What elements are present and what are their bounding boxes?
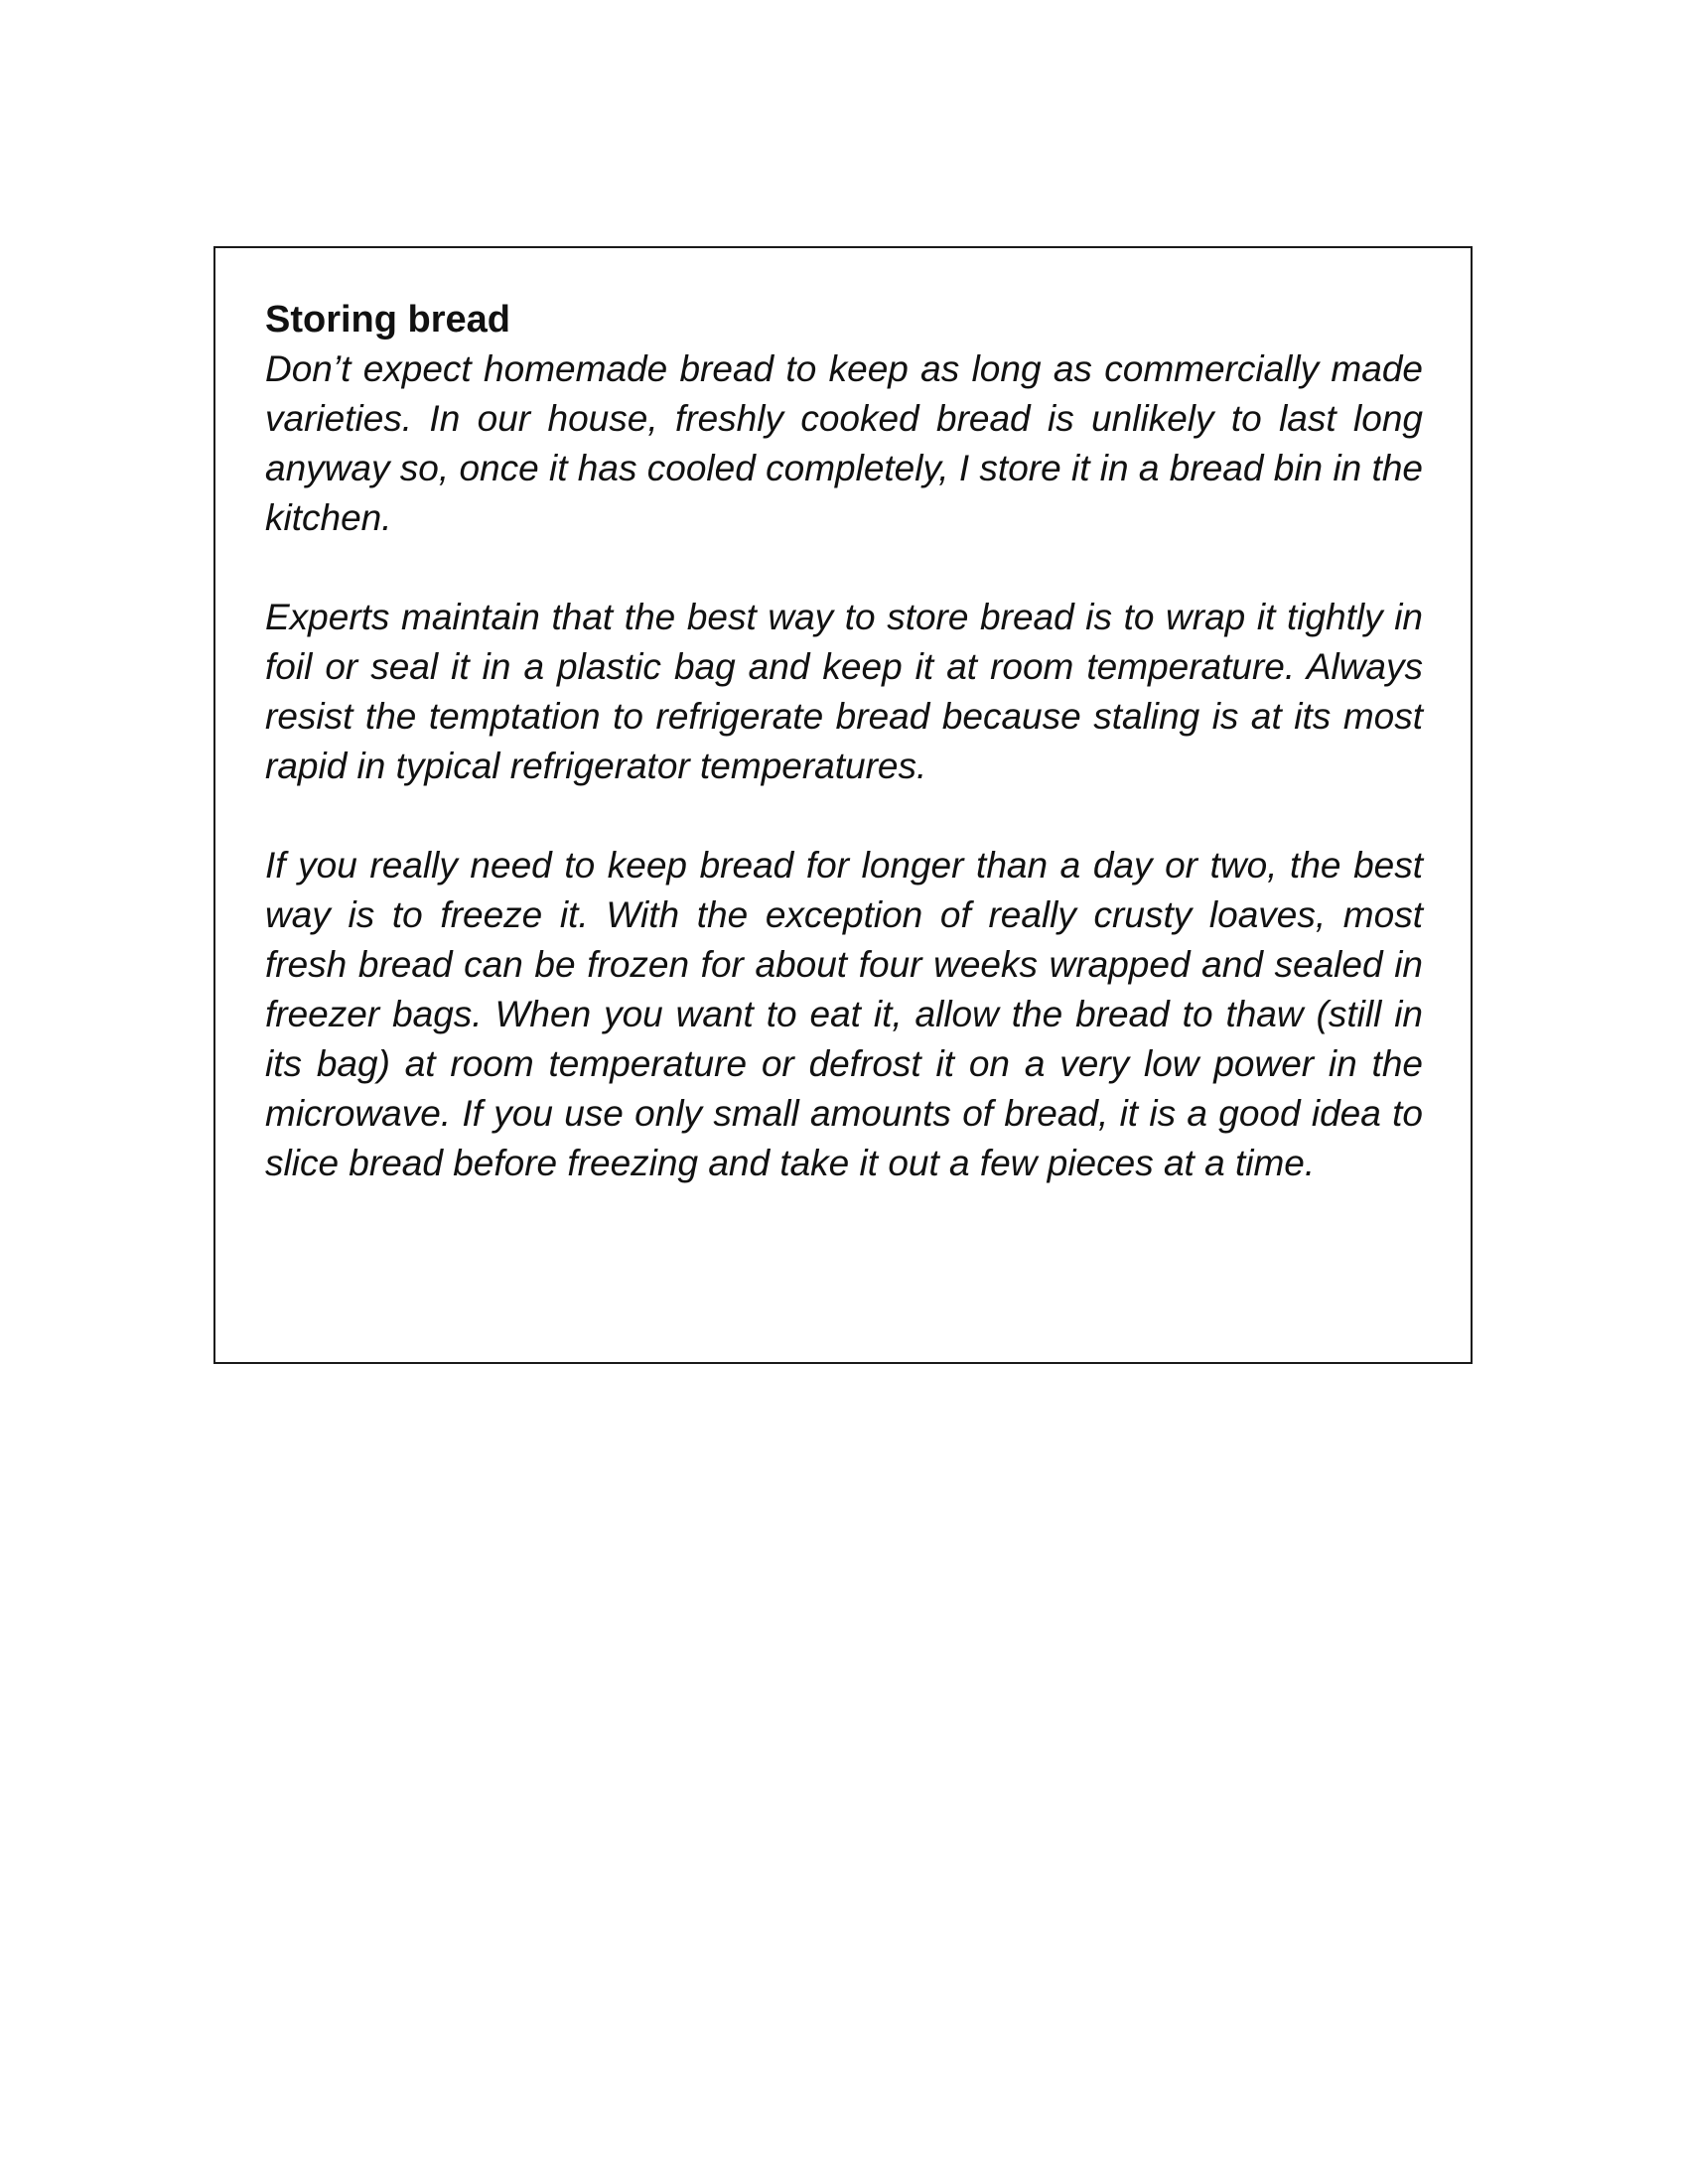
paragraph-3: If you really need to keep bread for longer than a day or two, the best way is to freeze it. With the exception of really crusty loaves, most fresh bread can be frozen for about four weeks wrapped and sealed in freezer bags. When you want to eat it, allow the bread to thaw (still in its bag) at room temperature or defrost it on a very low power in the microwave. If you use only small amounts of bread, it is a good idea to slice bread before freezing and take it out a few pieces at a time. [265,845,1423,1183]
heading: Storing bread [265,299,511,341]
bordered-text-box [213,246,1473,1364]
paragraph-2: Experts maintain that the best way to store bread is to wrap it tightly in foil or seal it in a plastic bag and keep it at room temperature. Always resist the temptation to refrigerate bread because staling is at its most rapid in typical refrigerator temperatures. [265,597,1423,786]
paragraph-1: Don’t expect homemade bread to keep as long as commercially made varieties. In our house, freshly cooked bread is unlikely to last long anyway so, once it has cooled completely, I store it in a bread bin in the kitchen. [265,348,1423,538]
